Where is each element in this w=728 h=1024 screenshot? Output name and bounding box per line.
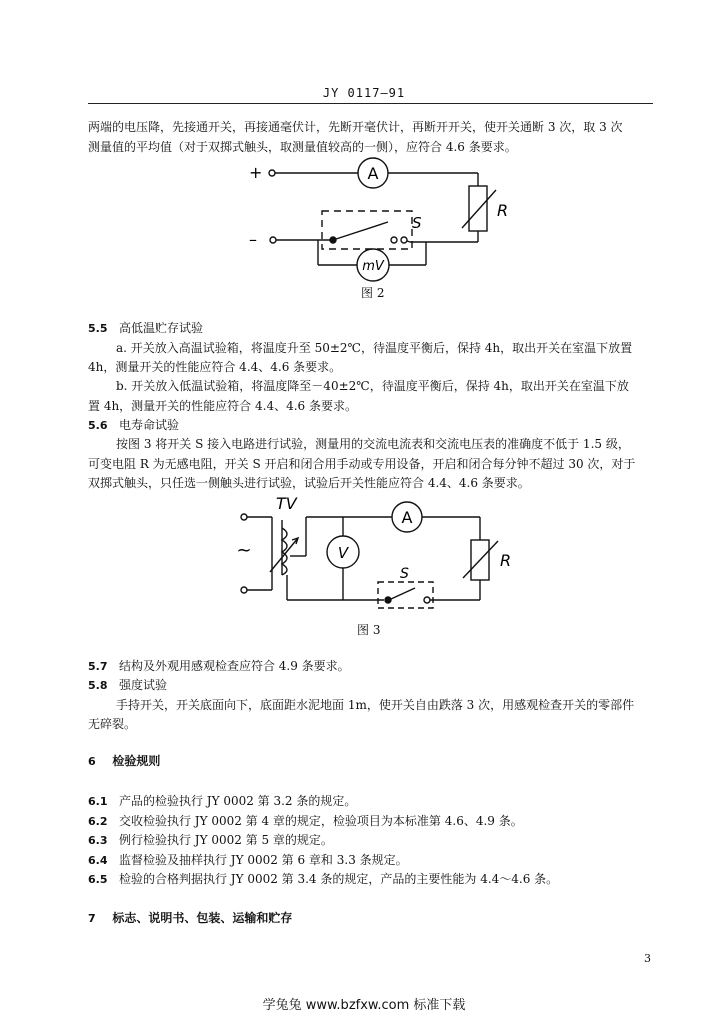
section-5-6-heading: 5.6 电寿命试验 bbox=[88, 418, 179, 432]
s55-a-line-1: a. 开关放入高温试验箱，将温度升至 50±2℃，待温度平衡后，保持 4h，取出开关在室温下放置 bbox=[116, 341, 633, 355]
intro-line-2: 测量值的平均值（对于双掷式触头，取测量值较高的一侧），应符合 4.6 条要求。 bbox=[88, 140, 517, 154]
source-terminal-bottom bbox=[241, 587, 247, 593]
section-6-3: 6.3 例行检验执行 JY 0002 第 5 章的规定。 bbox=[88, 833, 333, 847]
section-6-heading: 6 检验规则 bbox=[88, 754, 161, 768]
switch-label: S bbox=[412, 214, 422, 232]
switch-dashed-box bbox=[378, 582, 433, 608]
s55-b-line-1: b. 开关放入低温试验箱，将温度降至－40±2℃，待温度平衡后，保持 4h，取出开关在室温下放 bbox=[116, 379, 629, 393]
s56-line-2: 可变电阻 R 为无感电阻，开关 S 开启和闭合用手动或专用设备，开启和闭合每分钟不超过 30 次，对于 bbox=[88, 457, 636, 471]
s55-a-line-2: 4h，测量开关的性能应符合 4.4、4.6 条要求。 bbox=[88, 360, 342, 374]
document-code: JY 0117—91 bbox=[322, 86, 406, 100]
section-6-4: 6.4 监督检验及抽样执行 JY 0002 第 6 章和 3.3 条规定。 bbox=[88, 853, 408, 867]
section-5-8-heading: 5.8 强度试验 bbox=[88, 678, 167, 692]
s58-line-1: 手持开关，开关底面向下，底面距水泥地面 1m，使开关自由跌落 3 次，用感观检查开关的零部件 bbox=[116, 698, 635, 712]
ac-source-label: ~ bbox=[236, 540, 252, 561]
section-6-1: 6.1 产品的检验执行 JY 0002 第 3.2 条的规定。 bbox=[88, 794, 357, 808]
ammeter-label: A bbox=[367, 164, 379, 183]
millivoltmeter-label: mV bbox=[362, 259, 384, 274]
footer-watermark: 学兔兔 www.bzfxw.com 标准下载 bbox=[262, 998, 466, 1013]
plus-label: + bbox=[249, 163, 263, 182]
intro-line-1: 两端的电压降，先接通开关，再接通毫伏计，先断开毫伏计，再断开开关，使开关通断 3 次，取 3 次 bbox=[88, 120, 623, 134]
s56-line-3: 双掷式触头，只任选一侧触头进行试验，试验后开关性能应符合 4.4、4.6 条要求。 bbox=[88, 476, 530, 490]
switch-contact-right bbox=[424, 597, 430, 603]
section-7-heading: 7 标志、说明书、包装、运输和贮存 bbox=[88, 911, 293, 925]
s58-line-2: 无碎裂。 bbox=[88, 717, 137, 731]
switch-contact-left bbox=[385, 597, 391, 603]
section-5-7: 5.7 结构及外观用感观检查应符合 4.9 条要求。 bbox=[88, 659, 350, 673]
source-terminal-top bbox=[241, 514, 247, 520]
section-6-2: 6.2 交收检验执行 JY 0002 第 4 章的规定，检验项目为本标准第 4.6、4.9 条。 bbox=[88, 814, 523, 828]
ammeter-label: A bbox=[401, 508, 413, 527]
s55-b-line-2: 置 4h，测量开关的性能应符合 4.4、4.6 条要求。 bbox=[88, 399, 357, 413]
page-number: 3 bbox=[644, 952, 651, 965]
voltmeter-label: V bbox=[337, 544, 349, 562]
section-5-5-heading: 5.5 高低温贮存试验 bbox=[88, 321, 203, 335]
s56-line-1: 按图 3 将开关 S 接入电路进行试验，测量用的交流电流表和交流电压表的准确度不低于 1.5 级， bbox=[116, 437, 630, 451]
minus-label: – bbox=[249, 230, 257, 249]
figure-3-caption: 图 3 bbox=[357, 623, 381, 637]
switch-label: S bbox=[400, 566, 409, 582]
resistor-label: R bbox=[500, 551, 512, 570]
section-6-5: 6.5 检验的合格判据执行 JY 0002 第 3.4 条的规定，产品的主要性能为 4.4～4.6 条。 bbox=[88, 872, 559, 886]
switch-s-blade bbox=[391, 588, 415, 599]
resistor-label: R bbox=[497, 201, 509, 220]
figure-2-caption: 图 2 bbox=[361, 286, 385, 300]
transformer-label: TV bbox=[276, 494, 297, 513]
